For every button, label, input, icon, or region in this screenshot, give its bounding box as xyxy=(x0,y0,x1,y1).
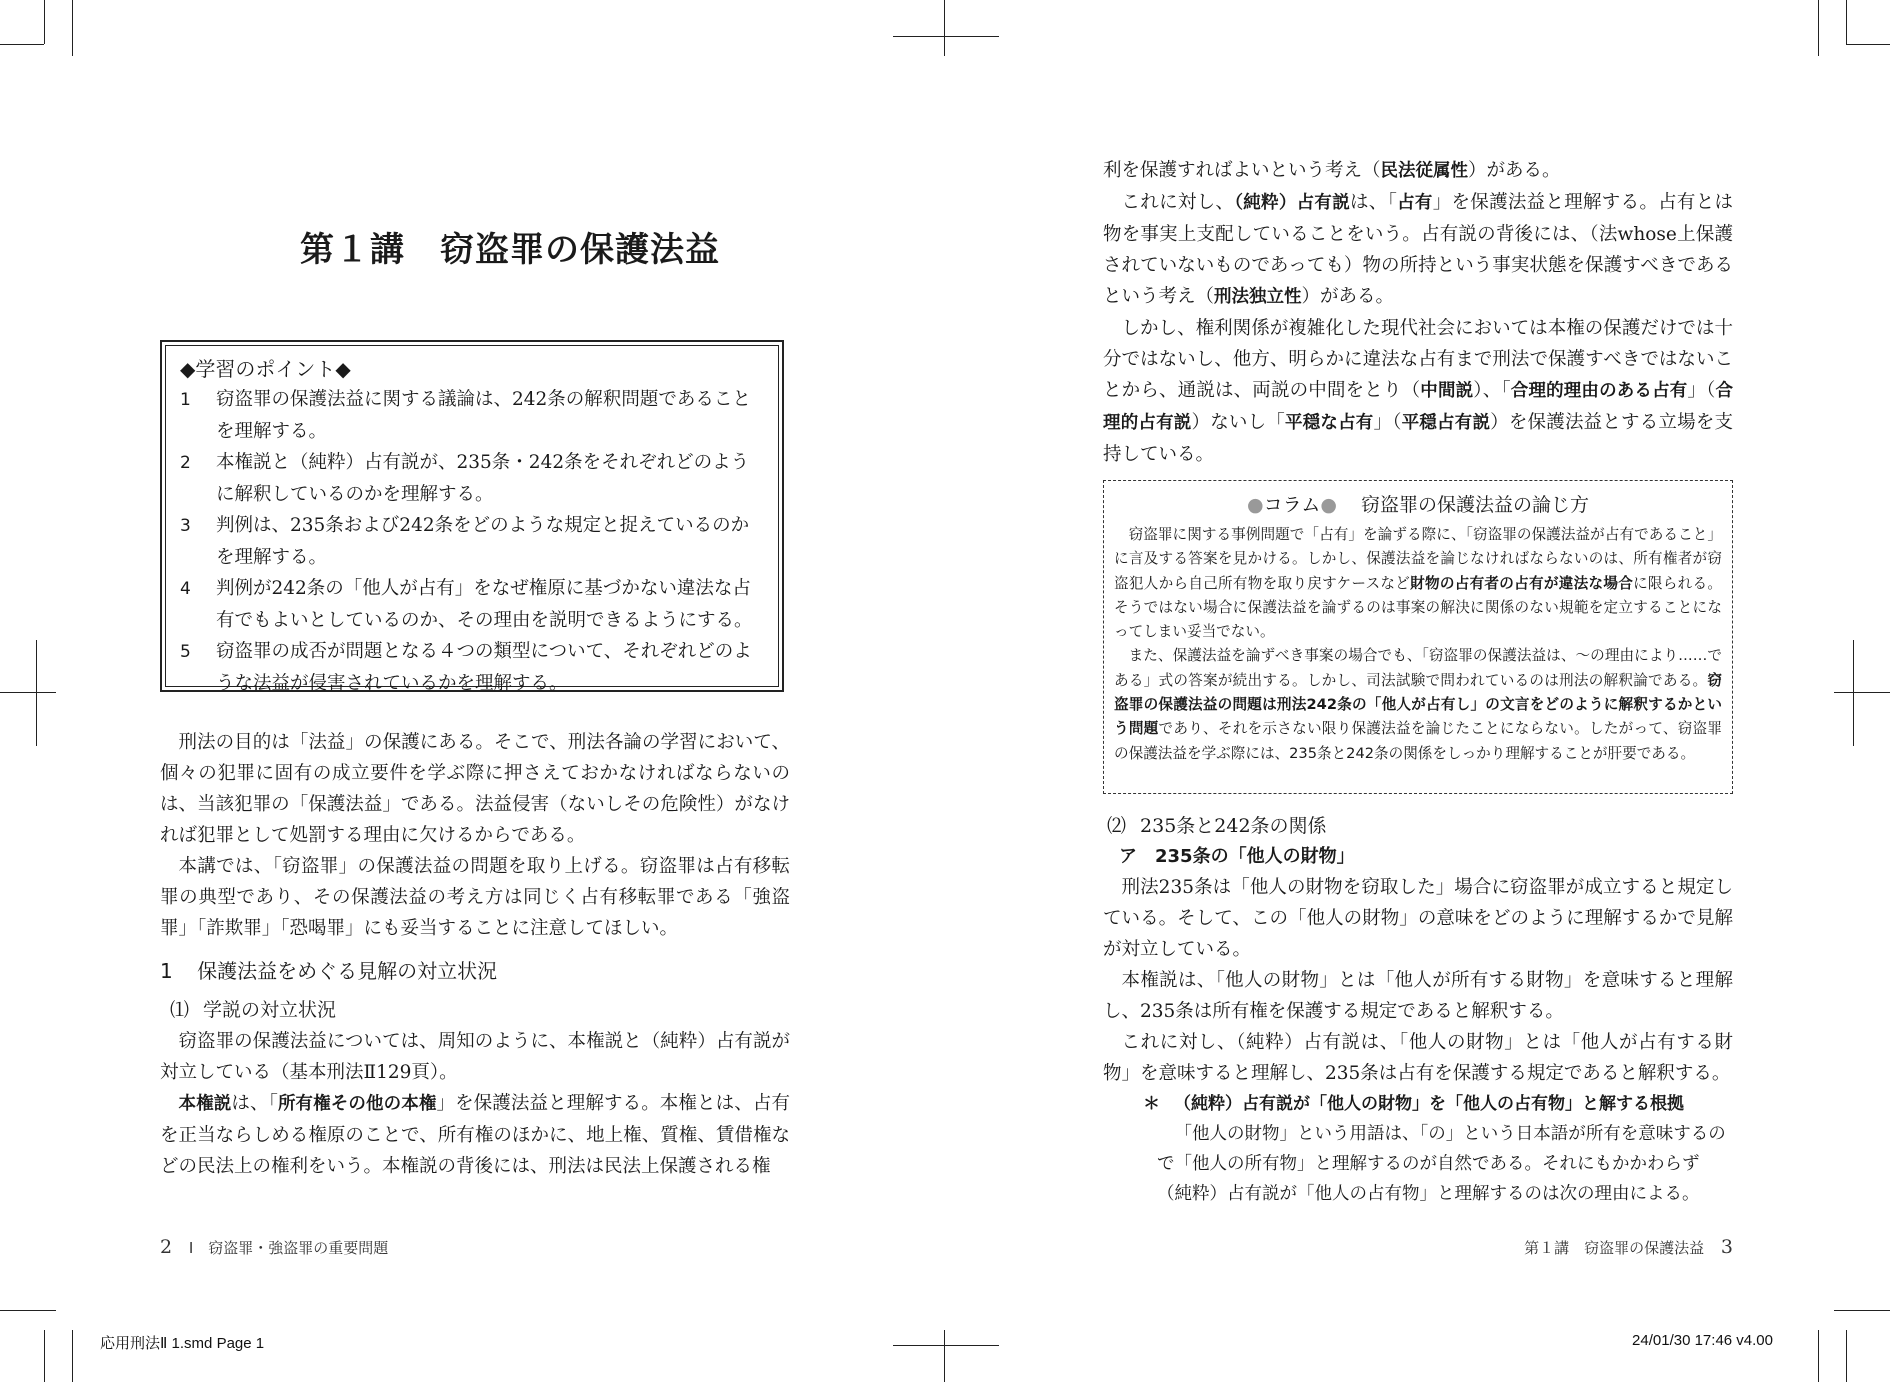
learning-point: 1 窃盗罪の保護法益に関する議論は、242条の解釈問題であることを理解する。 xyxy=(180,389,751,442)
crop-mark xyxy=(1846,1330,1847,1382)
learning-point: 5 窃盗罪の成否が問題となる４つの類型について、それぞれどのような法益が侵害されているかを理解する。 xyxy=(180,641,752,694)
crop-mark xyxy=(1846,44,1890,45)
paragraph: これに対し、（純粋）占有説は、「他人の財物」とは「他人が占有する財物」を意味すると理解し、235条は占有を保護する規定であると解釈する。 xyxy=(1103,1032,1733,1084)
section-heading: 1 保護法益をめぐる見解の対立状況 xyxy=(160,959,498,983)
learning-points-heading: ◆学習のポイント◆ xyxy=(180,357,351,381)
crop-mark xyxy=(0,692,56,693)
learning-points-box xyxy=(160,340,784,692)
crop-mark xyxy=(1818,0,1819,56)
crop-mark xyxy=(893,1345,999,1346)
slug-left: 応用刑法Ⅱ 1.smd Page 1 xyxy=(100,1335,265,1352)
learning-point: 4 判例が242条の「他人が占有」をなぜ権原に基づかない違法な占有でもよいとしているのか、その理由を説明できるようにする。 xyxy=(180,578,753,631)
crop-mark xyxy=(1846,0,1847,44)
crop-mark xyxy=(36,640,37,746)
crop-mark xyxy=(1834,692,1890,693)
crop-mark xyxy=(0,44,44,45)
slug-right: 24/01/30 17:46 v4.00 xyxy=(1632,1332,1773,1349)
note-text: 「他人の財物」という用語は、「の」という日本語が所有を意味するので「他人の所有物」と理解するのが自然である。それにもかかわらず（純粋）占有説が「他人の占有物」と理解するのは次の理由による。 xyxy=(1157,1124,1726,1204)
bullet-dot-icon: ● xyxy=(1246,494,1264,516)
right-body-text xyxy=(1103,155,1733,470)
paragraph: しかし、権利関係が複雑化した現代社会においては本権の保護だけでは十分ではないし、他方、明らかに違法な占有まで刑法で保護すべきではないことから、通説は、両説の中間をとり（中間説）、「合理的理由のある占有」（合理的占有説）ないし「平穏な占有」（平穏占有説）を保護法益とする立場を支持している。 xyxy=(1103,318,1734,465)
learning-point: 3 判例は、235条および242条をどのような規定と捉えているのかを理解する。 xyxy=(180,515,750,568)
column-box xyxy=(1103,480,1733,794)
crop-mark xyxy=(72,0,73,56)
column-paragraph: 窃盗罪に関する事例問題で「占有」を論ずる際に、「窃盗罪の保護法益が占有であること」に言及する答案を見かける。しかし、保護法益を論じなければならないのは、所有権者が窃盗犯人から自己所有物を取り戻すケースなど財物の占有者の占有が違法な場合に限られる。そうではない場合に保護法益を論ずるのは事案の解決に関係のない規範を定立することになってしまい妥当でない。 xyxy=(1114,526,1722,641)
paragraph: 窃盗罪の保護法益については、周知のように、本権説と（純粋）占有説が対立している（基本刑法Ⅱ129頁）。 xyxy=(160,1031,790,1083)
crop-mark xyxy=(944,1330,945,1382)
column-title: ●コラム● 窃盗罪の保護法益の論じ方 xyxy=(1246,494,1590,516)
paragraph: 本権説は、「他人の財物」とは「他人が所有する財物」を意味すると理解し、235条は所有権を保護する規定であると解釈する。 xyxy=(1103,970,1733,1022)
crop-mark xyxy=(44,1330,45,1382)
note-block xyxy=(1143,1089,1733,1209)
crop-mark xyxy=(0,1310,56,1311)
left-body-text xyxy=(160,727,790,1182)
crop-mark xyxy=(1834,1310,1890,1311)
paragraph: 利を保護すればよいという考え（民法従属性）がある。 xyxy=(1103,160,1561,181)
note-heading: ＊ （純粋）占有説が「他人の財物」を「他人の占有物」と解する根拠 xyxy=(1143,1094,1684,1114)
learning-point: 2 本権説と（純粋）占有説が、235条・242条をそれぞれどのように解釈しているのかを理解する。 xyxy=(180,452,750,505)
subsection-heading: ⑴ 学説の対立状況 xyxy=(170,999,337,1021)
page-folio-left: 2 Ⅰ 窃盗罪・強盗罪の重要問題 xyxy=(160,1236,389,1258)
crop-mark xyxy=(1853,640,1854,746)
paragraph: 本権説は、「所有権その他の本権」を保護法益と理解する。本権とは、占有を正当ならしめる権原のことで、所有権のほかに、地上権、質権、賃借権などの民法上の権利をいう。本権説の背後には、刑法は民法上保護される権 xyxy=(160,1093,790,1177)
subsubsection-heading: ア 235条の「他人の財物」 xyxy=(1119,846,1355,867)
paragraph: 刑法235条は「他人の財物を窃取した」場合に窃盗罪が成立すると規定している。そして、この「他人の財物」の意味をどのように理解するかで見解が対立している。 xyxy=(1103,877,1733,960)
page-folio-right: 第１講 窃盗罪の保護法益 3 xyxy=(1524,1236,1733,1258)
column-paragraph: また、保護法益を論ずべき事案の場合でも、「窃盗罪の保護法益は、～の理由により……である」式の答案が続出する。しかし、司法試験で問われているのは刑法の解釈論である。窃盗罪の保護法益の問題は刑法242条の「他人が占有し」の文言をどのように解釈するかという問題であり、それを示さない限り保護法益を論じたことにならない。したがって、窃盗罪の保護法益を学ぶ際には、235条と242条の関係をしっかり理解することが肝要である。 xyxy=(1114,647,1722,762)
crop-mark xyxy=(1818,1330,1819,1382)
right-body-text-lower xyxy=(1103,810,1733,1209)
crop-mark xyxy=(893,36,999,37)
asterisk-icon: ＊ xyxy=(1143,1094,1160,1114)
crop-mark xyxy=(72,1330,73,1382)
bullet-dot-icon: ● xyxy=(1320,494,1337,516)
page-title: 第１講 窃盗罪の保護法益 xyxy=(300,230,720,270)
paragraph: これに対し、（純粋）占有説は、「占有」を保護法益と理解する。占有とは物を事実上支配していることをいう。占有説の背後には、（法whose上保護されていないものであっても）物の所持という事実状態を保護すべきであるという考え（刑法独立性）がある。 xyxy=(1103,192,1734,307)
paragraph: 本講では、「窃盗罪」の保護法益の問題を取り上げる。窃盗罪は占有移転罪の典型であり、その保護法益の考え方は同じく占有移転罪である「強盗罪」「詐欺罪」「恐喝罪」にも妥当することに注意してほしい。 xyxy=(160,856,790,939)
crop-mark xyxy=(944,0,945,56)
paragraph: 刑法の目的は「法益」の保護にある。そこで、刑法各論の学習において、個々の犯罪に固有の成立要件を学ぶ際に押さえておかなければならないのは、当該犯罪の「保護法益」である。法益侵害（ないしその危険性）がなければ犯罪として処罰する理由に欠けるからである。 xyxy=(160,732,790,846)
subsection-heading: ⑵ 235条と242条の関係 xyxy=(1107,815,1327,837)
crop-mark xyxy=(44,0,45,44)
